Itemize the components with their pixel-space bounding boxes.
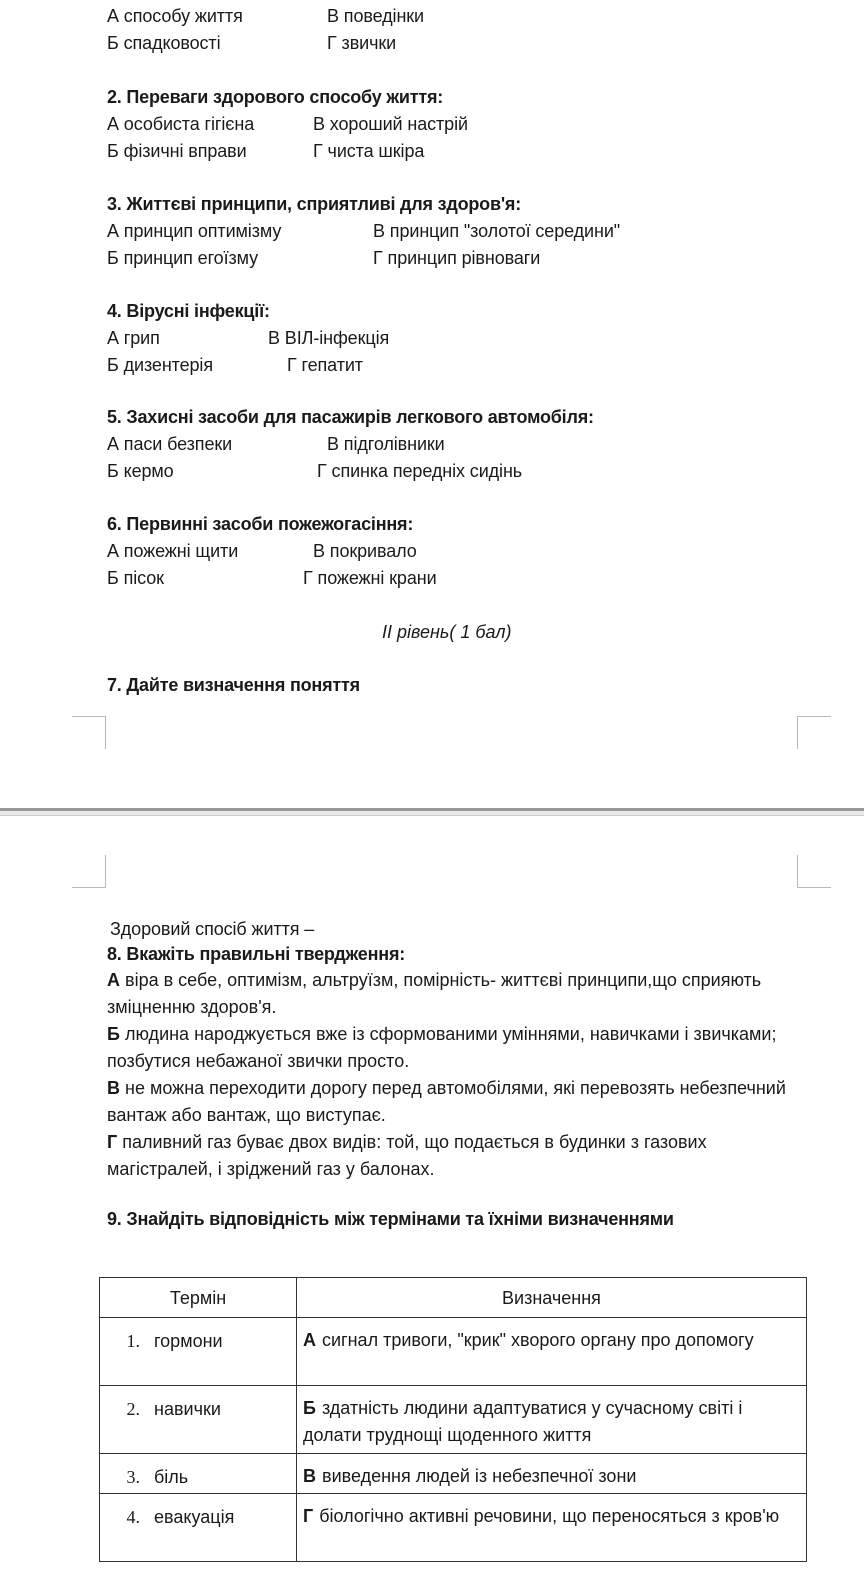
term-cell <box>100 1318 297 1386</box>
definition-cell <box>297 1454 807 1494</box>
q8-letter-b: Б <box>107 1024 120 1044</box>
q3-option-b: Б принцип егоїзму <box>107 248 259 268</box>
q5-option-b: Б кермо <box>107 461 174 481</box>
table-row <box>100 1386 807 1454</box>
definition-cell <box>297 1494 807 1562</box>
page-break <box>0 808 864 816</box>
q8-text-a: віра в себе, оптимізм, альтруїзм, помірність- життєві принципи,що сприяють зміцненню здоров'я. <box>107 970 762 1017</box>
q8-statement-g <box>107 1129 797 1183</box>
term-number: 1. <box>126 1331 140 1351</box>
q2-option-b: Б фізичні вправи <box>107 141 247 161</box>
table-header-row <box>100 1278 807 1318</box>
term-text: біль <box>154 1467 189 1487</box>
q8-text-b: людина народжується вже із сформованими уміннями, навичками і звичками; позбутися небажаної звички просто. <box>107 1024 777 1071</box>
q3-option-v: В принцип "золотої середини" <box>373 221 621 241</box>
definition-text: біологічно активні речовини, що переносяться з кров'ю <box>319 1506 780 1526</box>
q6-option-v: В покривало <box>313 541 417 561</box>
q8-letter-v: В <box>107 1078 120 1098</box>
definition-letter: Г <box>303 1506 314 1526</box>
q2-option-v: В хороший настрій <box>313 114 468 134</box>
q8-text-g: паливний газ буває двох видів: той, що подається в будинки з газових магістралей, і зріджений газ у балонах. <box>107 1132 707 1179</box>
q8-statement-v <box>107 1075 797 1129</box>
q8-letter-g: Г <box>107 1132 118 1152</box>
crop-mark-top-left <box>72 855 106 888</box>
table-row <box>100 1494 807 1562</box>
crop-mark-bottom-left <box>72 716 106 749</box>
term-text: гормони <box>154 1331 223 1351</box>
q8-letter-a: А <box>107 970 120 990</box>
q4-option-g: Г гепатит <box>287 355 363 375</box>
term-cell <box>100 1494 297 1562</box>
q1-option-v: В поведінки <box>327 6 425 26</box>
q8-statement-b <box>107 1021 797 1075</box>
crop-mark-bottom-right <box>797 716 831 749</box>
level-heading: ІІ рівень( 1 бал) <box>382 622 512 642</box>
term-number: 3. <box>126 1467 140 1487</box>
term-text: евакуація <box>154 1507 235 1527</box>
q8-text-v: не можна переходити дорогу перед автомобілями, які перевозять небезпечний вантаж або вантаж, що виступає. <box>107 1078 786 1125</box>
q8-title: 8. Вкажіть правильні твердження: <box>107 944 406 964</box>
q4-option-v: В ВІЛ-інфекція <box>268 328 390 348</box>
definition-letter: В <box>303 1466 316 1486</box>
q1-option-g: Г звички <box>327 33 397 53</box>
q6-option-g: Г пожежні крани <box>303 568 437 588</box>
q5-option-v: В підголівники <box>327 434 445 454</box>
term-number: 2. <box>126 1399 140 1419</box>
q5-option-a: А паси безпеки <box>107 434 233 454</box>
q3-option-a: А принцип оптимізму <box>107 221 282 241</box>
definition-text: здатність людини адаптуватися у сучасному світі і долати труднощі щоденного життя <box>303 1398 743 1445</box>
term-cell <box>100 1454 297 1494</box>
q3-option-g: Г принцип рівноваги <box>373 248 541 268</box>
q2-option-g: Г чиста шкіра <box>313 141 425 161</box>
q6-title: 6. Первинні засоби пожежогасіння: <box>107 514 414 534</box>
definition-cell <box>297 1318 807 1386</box>
term-text: навички <box>154 1399 221 1419</box>
definition-letter: А <box>303 1330 316 1350</box>
header-term: Термін <box>100 1278 297 1318</box>
definition-text: сигнал тривоги, "крик" хворого органу про допомогу <box>322 1330 754 1350</box>
q7-answer-stub: Здоровий спосіб життя – <box>110 919 315 939</box>
q8-statement-a <box>107 967 797 1021</box>
q4-option-b: Б дизентерія <box>107 355 213 375</box>
q4-title: 4. Вірусні інфекції: <box>107 301 270 321</box>
q1-option-b: Б спадковості <box>107 33 221 53</box>
q6-option-b: Б пісок <box>107 568 164 588</box>
q1-option-a: А способу життя <box>107 6 243 26</box>
q4-option-a: А грип <box>107 328 160 348</box>
q7-title: 7. Дайте визначення поняття <box>107 675 360 695</box>
definition-cell <box>297 1386 807 1454</box>
q2-title: 2. Переваги здорового способу життя: <box>107 87 444 107</box>
q5-title: 5. Захисні засоби для пасажирів легкового автомобіля: <box>107 407 594 427</box>
term-cell <box>100 1386 297 1454</box>
header-definition: Визначення <box>297 1278 807 1318</box>
table-row <box>100 1318 807 1386</box>
q6-option-a: А пожежні щити <box>107 541 239 561</box>
definition-letter: Б <box>303 1398 316 1418</box>
q3-title: 3. Життєві принципи, сприятливі для здоров'я: <box>107 194 522 214</box>
matching-table <box>99 1277 807 1562</box>
definition-text: виведення людей із небезпечної зони <box>322 1466 637 1486</box>
term-number: 4. <box>126 1507 140 1527</box>
table-row <box>100 1454 807 1494</box>
q2-option-a: А особиста гігієна <box>107 114 255 134</box>
q5-option-g: Г спинка передніх сидінь <box>317 461 523 481</box>
q9-title: 9. Знайдіть відповідність між термінами та їхніми визначеннями <box>107 1209 674 1229</box>
crop-mark-top-right <box>797 855 831 888</box>
